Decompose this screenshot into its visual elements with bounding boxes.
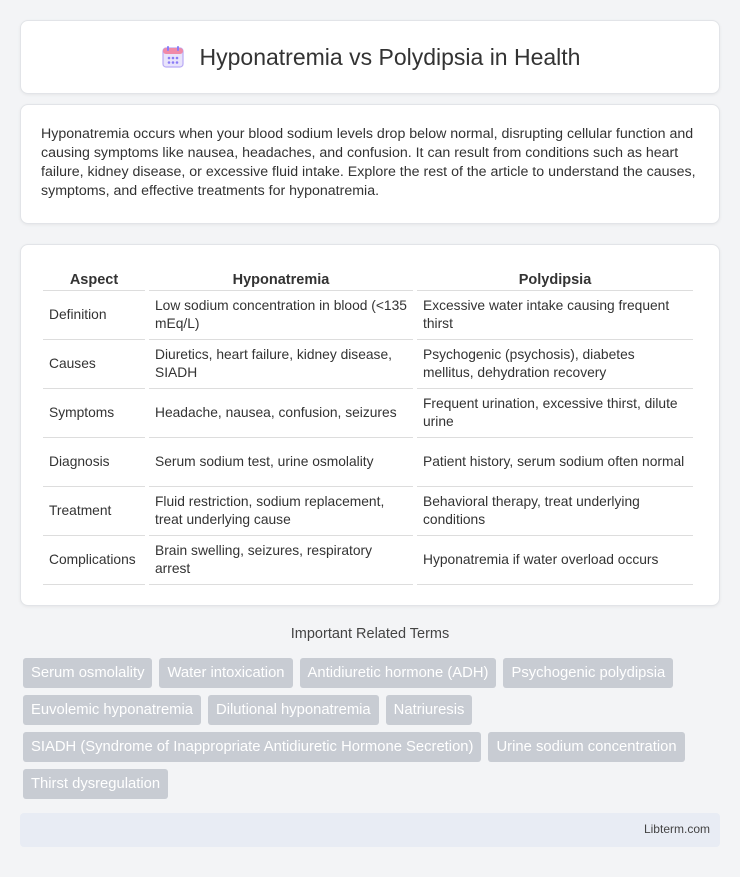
table-row	[43, 487, 693, 536]
calendar-icon	[160, 44, 186, 70]
row-aspect: Diagnosis	[43, 438, 145, 487]
row-polydipsia: Hyponatremia if water overload occurs	[417, 536, 693, 585]
related-terms-list	[23, 658, 717, 799]
row-aspect: Definition	[43, 291, 145, 340]
footer-site-link[interactable]: Libterm.com	[643, 822, 710, 836]
header-card	[20, 20, 720, 94]
table-row	[43, 340, 693, 389]
related-terms-heading: Important Related Terms	[290, 626, 450, 642]
term-tag[interactable]: Urine sodium concentration	[488, 732, 684, 762]
row-polydipsia: Excessive water intake causing frequent thirst	[417, 291, 693, 340]
comparison-card	[20, 244, 720, 606]
row-hyponatremia: Brain swelling, seizures, respiratory arrest	[149, 536, 413, 585]
row-hyponatremia: Low sodium concentration in blood (<135 mEq/L)	[149, 291, 413, 340]
intro-card	[20, 104, 720, 224]
row-aspect: Symptoms	[43, 389, 145, 438]
table-row	[43, 389, 693, 438]
table-row	[43, 291, 693, 340]
row-polydipsia: Frequent urination, excessive thirst, dilute urine	[417, 389, 693, 438]
header-hyponatremia: Hyponatremia	[149, 265, 413, 291]
row-hyponatremia: Headache, nausea, confusion, seizures	[149, 389, 413, 438]
term-tag[interactable]: Dilutional hyponatremia	[208, 695, 379, 725]
row-polydipsia: Patient history, serum sodium often normal	[417, 438, 693, 487]
table-row	[43, 438, 693, 487]
row-hyponatremia: Diuretics, heart failure, kidney disease, SIADH	[149, 340, 413, 389]
comparison-table	[39, 265, 697, 585]
term-tag[interactable]: Euvolemic hyponatremia	[23, 695, 201, 725]
term-tag[interactable]: SIADH (Syndrome of Inappropriate Antidiuretic Hormone Secretion)	[23, 732, 481, 762]
row-aspect: Complications	[43, 536, 145, 585]
row-polydipsia: Behavioral therapy, treat underlying conditions	[417, 487, 693, 536]
term-tag[interactable]: Water intoxication	[159, 658, 292, 688]
table-row	[43, 536, 693, 585]
term-tag[interactable]: Thirst dysregulation	[23, 769, 168, 799]
page-title: Hyponatremia vs Polydipsia in Health	[199, 43, 581, 70]
row-polydipsia: Psychogenic (psychosis), diabetes mellitus, dehydration recovery	[417, 340, 693, 389]
term-tag[interactable]: Natriuresis	[386, 695, 473, 725]
table-header-row	[43, 265, 693, 291]
header-polydipsia: Polydipsia	[417, 265, 693, 291]
intro-paragraph: Hyponatremia occurs when your blood sodium levels drop below normal, disrupting cellular function and causing symptoms like nausea, headaches, and confusion. It can result from conditions such as heart failure, kidney disease, or excessive fluid intake. Explore the rest of the article to understand the causes, symptoms, and effective treatments for hyponatremia.	[41, 126, 696, 199]
header-aspect: Aspect	[43, 265, 145, 291]
term-tag[interactable]: Antidiuretic hormone (ADH)	[300, 658, 497, 688]
row-aspect: Causes	[43, 340, 145, 389]
row-hyponatremia: Fluid restriction, sodium replacement, treat underlying cause	[149, 487, 413, 536]
row-aspect: Treatment	[43, 487, 145, 536]
row-hyponatremia: Serum sodium test, urine osmolality	[149, 438, 413, 487]
footer	[20, 813, 720, 847]
term-tag[interactable]: Psychogenic polydipsia	[503, 658, 673, 688]
term-tag[interactable]: Serum osmolality	[23, 658, 152, 688]
